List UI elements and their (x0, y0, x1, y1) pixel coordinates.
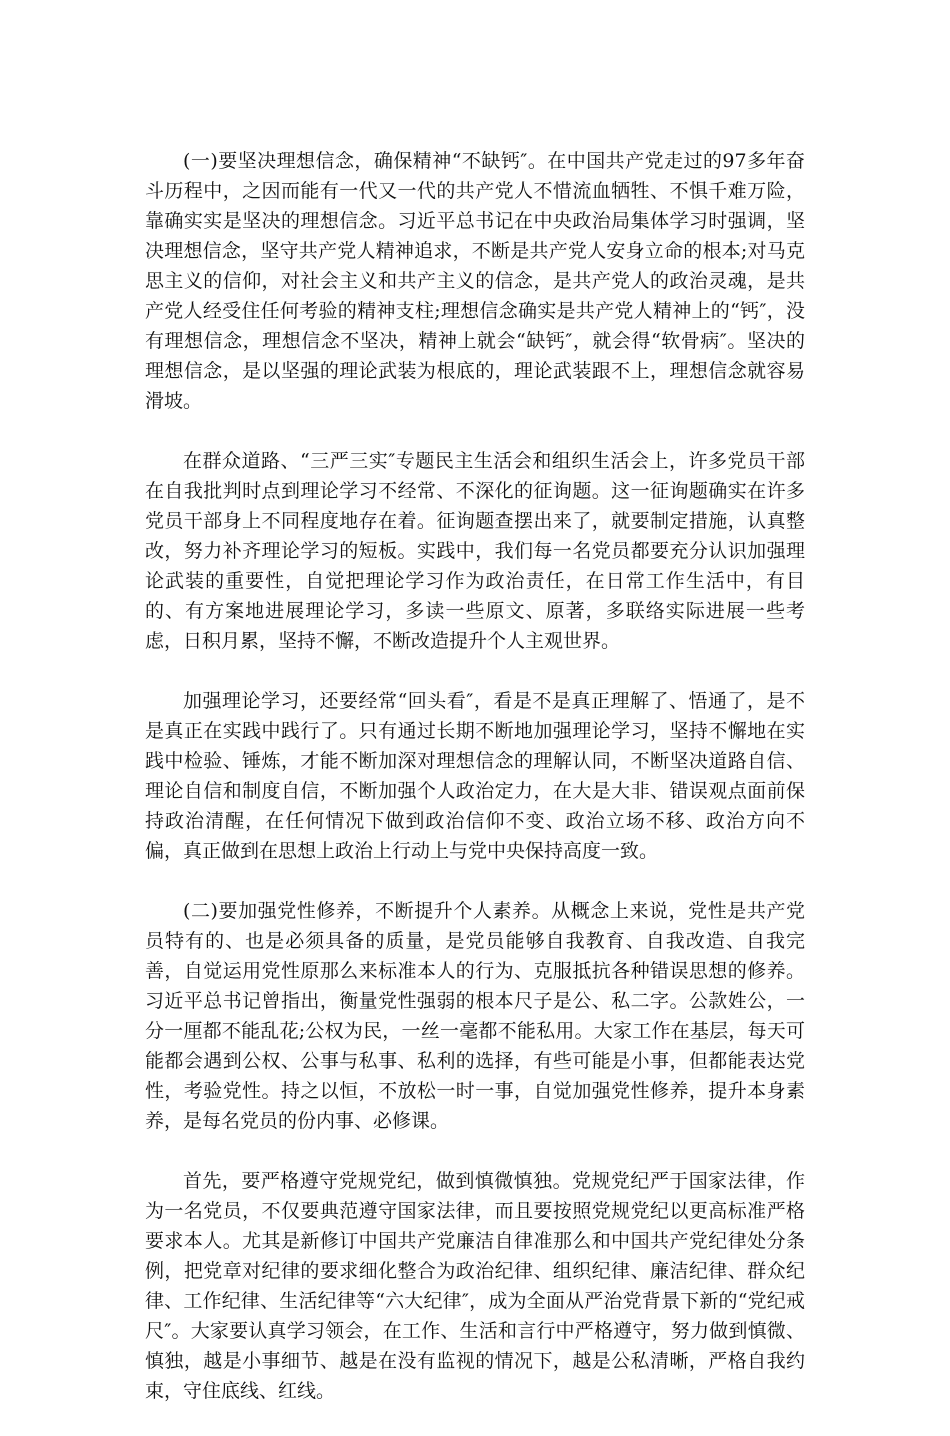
paragraph-ideals-beliefs: (一)要坚决理想信念，确保精神“不缺钙″。在中国共产党走过的97多年奋斗历程中，之因而能有一代又一代的共产党人不惜流血牺牲、不惧千难万险，靠确实实是坚决的理想信念。习近平总书记在中央政治局集体学习时强调，坚决理想信念，坚守共产党人精神追求，不断是共产党人安身立命的根本;对马克思主义的信仰，对社会主义和共产主义的信念，是共产党人的政治灵魂，是共产党人经受住任何考验的精神支柱;理想信念确实是共产党人精神上的“钙″，没有理想信念，理想信念不坚决，精神上就会“缺钙″，就会得“软骨病″。坚决的理想信念，是以坚强的理论武装为根底的，理论武装跟不上，理想信念就容易滑坡。 (145, 150, 805, 412)
paragraph-look-back: 加强理论学习，还要经常“回头看″，看是不是真正理解了、悟通了，是不是真正在实践中践行了。只有通过长期不断地加强理论学习，坚持不懈地在实践中检验、锤炼，才能不断加深对理想信念的理解认同，不断坚决道路自信、理论自信和制度自信，不断加强个人政治定力，在大是大非、错误观点面前保持政治清醒，在任何情况下做到政治信仰不变、政治立场不移、政治方向不偏，真正做到在思想上政治上行动上与党中央保持高度一致。 (145, 690, 805, 862)
paragraph-party-discipline: 首先，要严格遵守党规党纪，做到慎微慎独。党规党纪严于国家法律，作为一名党员，不仅要典范遵守国家法律，而且要按照党规党纪以更高标准严格要求本人。尤其是新修订中国共产党廉洁自律准那么和中国共产党纪律处分条例，把党章对纪律的要求细化整合为政治纪律、组织纪律、廉洁纪律、群众纪律、工作纪律、生活纪律等“六大纪律″，成为全面从严治党背景下新的“党纪戒尺″。大家要认真学习领会，在工作、生活和言行中严格遵守，努力做到慎微、慎独，越是小事细节、越是在没有监视的情况下，越是公私清晰，严格自我约束，守住底线、红线。 (145, 1170, 805, 1402)
paragraph-party-spirit: (二)要加强党性修养，不断提升个人素养。从概念上来说，党性是共产党员特有的、也是必须具备的质量，是党员能够自我教育、自我改造、自我完善，自觉运用党性原那么来标准本人的行为、克服抵抗各种错误思想的修养。习近平总书记曾指出，衡量党性强弱的根本尺子是公、私二字。公款姓公，一分一厘都不能乱花;公权为民，一丝一毫都不能私用。大家工作在基层，每天可能都会遇到公权、公事与私事、私利的选择，有些可能是小事，但都能表达党性，考验党性。持之以恒，不放松一时一事，自觉加强党性修养，提升本身素养，是每名党员的份内事、必修课。 (145, 900, 805, 1132)
paragraph-theory-study: 在群众道路、“三严三实″专题民主生活会和组织生活会上，许多党员干部在自我批判时点到理论学习不经常、不深化的征询题。这一征询题确实在许多党员干部身上不同程度地存在着。征询题查摆出来了，就要制定措施，认真整改，努力补齐理论学习的短板。实践中，我们每一名党员都要充分认识加强理论武装的重要性，自觉把理论学习作为政治责任，在日常工作生活中，有目的、有方案地进展理论学习，多读一些原文、原著，多联络实际进展一些考虑，日积月累，坚持不懈，不断改造提升个人主观世界。 (145, 450, 805, 652)
document-body (145, 146, 805, 1436)
